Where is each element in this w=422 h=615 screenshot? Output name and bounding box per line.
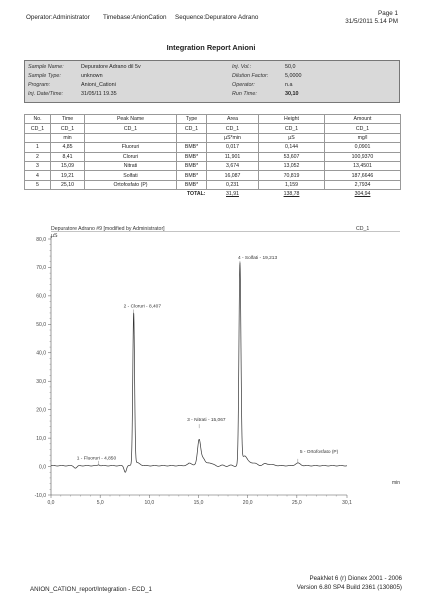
table-row xyxy=(25,180,401,189)
total-label: TOTAL: xyxy=(25,190,207,199)
footer-version: Version 6.80 SP4 Build 2361 (130805) xyxy=(296,584,402,591)
results-table xyxy=(24,114,401,199)
header-cell xyxy=(177,133,207,142)
sample-type-label: Sample Type: xyxy=(28,73,61,79)
y-tick-label: 40,0 xyxy=(36,350,46,357)
table-cell: BMB* xyxy=(177,161,207,170)
table-cell: BMB* xyxy=(177,152,207,161)
table-cell: BMB* xyxy=(177,171,207,180)
table-cell: Fluoruri xyxy=(85,143,177,152)
page-number: Page 1 xyxy=(378,10,398,17)
sample-name-value: Depuratore Adrano dil 5v xyxy=(81,64,141,70)
peak-label: 1 - Fluoruri - 4,850 xyxy=(76,456,117,462)
table-cell: 19,21 xyxy=(51,171,85,180)
header-cell: Height xyxy=(259,115,325,124)
inj-datetime-value: 31/05/11 19.35 xyxy=(81,91,117,97)
y-tick-label: 10,0 xyxy=(36,435,46,442)
total-height: 138,78 xyxy=(259,190,325,199)
x-tick-label: 30,1 xyxy=(342,500,352,506)
header-cell: Time xyxy=(51,115,85,124)
dilution-label: Dilution Factor: xyxy=(232,73,269,79)
table-cell: 187,6646 xyxy=(325,171,401,180)
y-axis-unit: µS xyxy=(51,233,58,239)
footer-report-name: ANION_CATION_report/Integration - ECD_1 xyxy=(30,586,152,593)
y-tick-label: 20,0 xyxy=(36,407,46,414)
table-cell: Solfati xyxy=(85,171,177,180)
table-cell: 13,052 xyxy=(259,161,325,170)
y-tick-label: 80,0 xyxy=(36,236,46,243)
table-cell: 2 xyxy=(25,152,51,161)
table-cell: 70,819 xyxy=(259,171,325,180)
chart-background xyxy=(0,218,422,518)
header-cell xyxy=(25,133,51,142)
header-cell: CD_1 xyxy=(325,124,401,133)
total-area: 31,91 xyxy=(207,190,259,199)
table-row xyxy=(25,143,401,152)
peak-label: 5 - Ortofosfato (P) xyxy=(299,449,339,455)
header-cell: Type xyxy=(177,115,207,124)
header-cell: CD_1 xyxy=(25,124,51,133)
sample-type-value: unknown xyxy=(81,73,103,79)
header-cell: min xyxy=(51,133,85,142)
table-cell: 5 xyxy=(25,180,51,189)
table-cell: 1,159 xyxy=(259,180,325,189)
sequence-text: Sequence:Depuratore Adrano xyxy=(175,14,259,21)
table-cell: 4,85 xyxy=(51,143,85,152)
table-cell: Ortofosfato (P) xyxy=(85,180,177,189)
operator-text: Operator:Administrator xyxy=(26,14,90,21)
x-tick-label: 25,0 xyxy=(291,500,302,506)
table-cell: 0,144 xyxy=(259,143,325,152)
peak-label: 4 - Solfati - 19,213 xyxy=(237,255,278,261)
table-cell: 25,10 xyxy=(51,180,85,189)
y-tick-label: -10,0 xyxy=(34,492,46,499)
header-cell: µS xyxy=(259,133,325,142)
table-row xyxy=(25,152,401,161)
inj-vol-label: Inj. Vol.: xyxy=(232,64,252,70)
y-tick-label: 60,0 xyxy=(36,293,46,300)
header-cell: CD_1 xyxy=(85,124,177,133)
header-cell: Peak Name xyxy=(85,115,177,124)
table-cell: 13,4501 xyxy=(325,161,401,170)
table-cell: Nitrati xyxy=(85,161,177,170)
header-cell: mg/l xyxy=(325,133,401,142)
y-tick-label: 50,0 xyxy=(36,322,46,329)
header-cell: No. xyxy=(25,115,51,124)
report-datetime: 31/5/2011 5.14 PM xyxy=(345,18,398,25)
x-axis-unit: min xyxy=(392,480,401,486)
table-cell: 1 xyxy=(25,143,51,152)
header-cell: Area xyxy=(207,115,259,124)
y-tick-label: 70,0 xyxy=(36,265,46,272)
operator-value: n.a xyxy=(285,82,293,88)
total-amount: 304,94 xyxy=(325,190,401,199)
x-tick-label: 0,0 xyxy=(47,500,55,506)
table-cell: Cloruri xyxy=(85,152,177,161)
operator-label: Operator: xyxy=(232,82,255,88)
table-cell: 100,9370 xyxy=(325,152,401,161)
program-value: Anioni_Cationi xyxy=(81,82,116,88)
run-time-value: 30,10 xyxy=(285,91,299,97)
chart-title: Depuratore Adrano #9 [modified by Administrator] xyxy=(51,226,165,232)
table-header-row xyxy=(25,133,401,142)
table-cell: 11,901 xyxy=(207,152,259,161)
x-tick-label: 15,0 xyxy=(193,500,204,506)
footer-software: PeakNet 6 (r) Dionex 2001 - 2006 xyxy=(309,575,402,582)
chromatogram-chart xyxy=(0,218,422,518)
header-cell: Amount xyxy=(325,115,401,124)
table-cell: 4 xyxy=(25,171,51,180)
table-cell: 3 xyxy=(25,161,51,170)
dilution-value: 5,0000 xyxy=(285,73,302,79)
table-row xyxy=(25,161,401,170)
table-cell: 0,017 xyxy=(207,143,259,152)
table-cell: 3,674 xyxy=(207,161,259,170)
sample-info-box xyxy=(24,60,400,103)
table-cell: BMB* xyxy=(177,180,207,189)
chart-channel-label: CD_1 xyxy=(356,226,370,232)
table-header-row xyxy=(25,115,401,124)
program-label: Program: xyxy=(28,82,51,88)
x-tick-label: 20,0 xyxy=(242,500,253,506)
table-cell: 0,0901 xyxy=(325,143,401,152)
table-cell: 0,231 xyxy=(207,180,259,189)
y-tick-label: 0,0 xyxy=(39,464,46,471)
peak-label: 2 - Cloruri - 8,407 xyxy=(123,304,162,310)
table-header-row xyxy=(25,124,401,133)
table-cell: 53,607 xyxy=(259,152,325,161)
table-cell: BMB* xyxy=(177,143,207,152)
header-cell: CD_1 xyxy=(207,124,259,133)
header-cell: µS*min xyxy=(207,133,259,142)
header-cell: CD_1 xyxy=(177,124,207,133)
timebase-text: Timebase:AnionCation xyxy=(103,14,167,21)
run-time-label: Run Time: xyxy=(232,91,257,97)
y-tick-label: 30,0 xyxy=(36,379,46,386)
table-cell: 2,7934 xyxy=(325,180,401,189)
peak-label: 3 - Nitrati - 15,067 xyxy=(187,418,226,424)
sample-name-label: Sample Name: xyxy=(28,64,64,70)
table-cell: 16,087 xyxy=(207,171,259,180)
table-total-row xyxy=(25,190,401,199)
inj-datetime-label: Inj. Date/Time: xyxy=(28,91,64,97)
header-cell: CD_1 xyxy=(51,124,85,133)
report-title: Integration Report Anioni xyxy=(166,43,256,52)
x-tick-label: 10,0 xyxy=(144,500,155,506)
x-tick-label: 5,0 xyxy=(96,500,104,506)
header-cell xyxy=(85,133,177,142)
table-row xyxy=(25,171,401,180)
table-cell: 15,09 xyxy=(51,161,85,170)
table-cell: 8,41 xyxy=(51,152,85,161)
inj-vol-value: 50,0 xyxy=(285,64,296,70)
header-cell: CD_1 xyxy=(259,124,325,133)
